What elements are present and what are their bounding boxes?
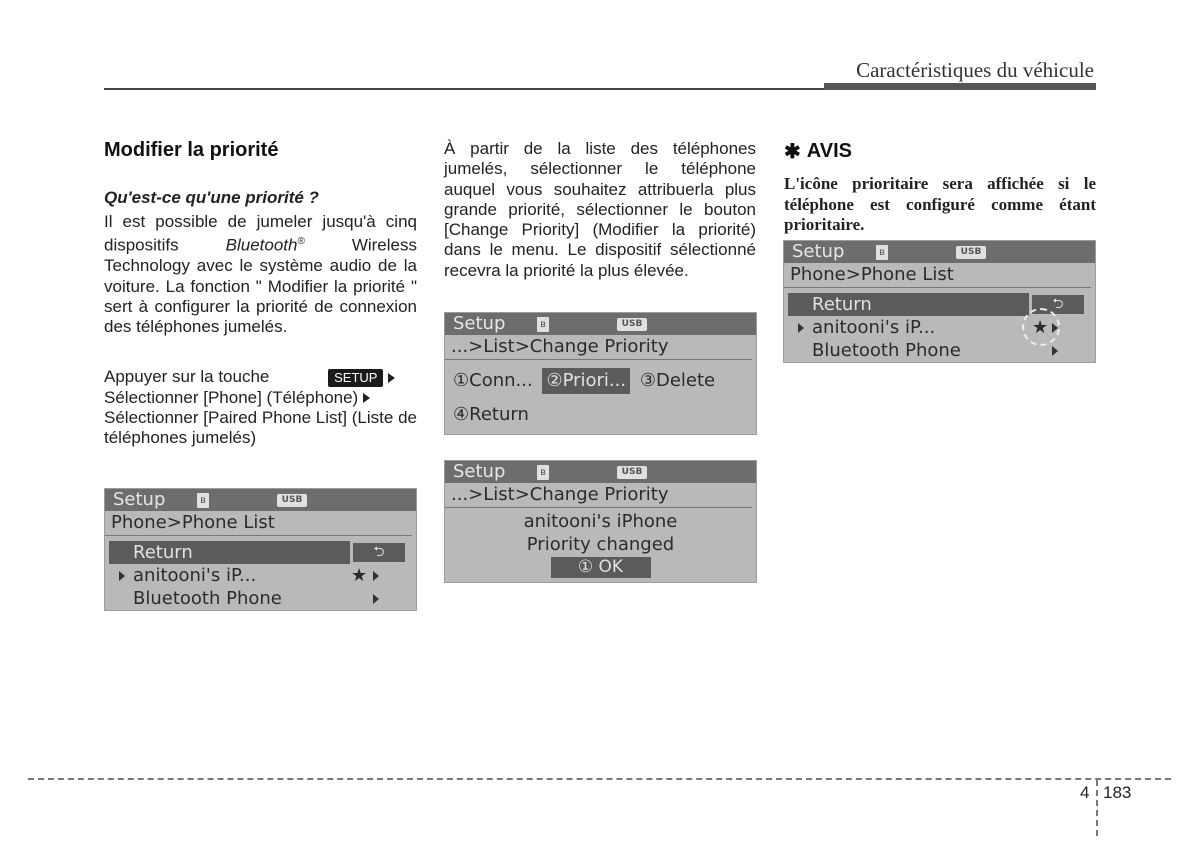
bluetooth-phone-label: Bluetooth Phone [812, 340, 961, 361]
return-icon: ⮌ [353, 543, 405, 562]
ok-row [445, 557, 756, 578]
screen-topbar [105, 489, 416, 511]
option-priority[interactable]: ②Priori... [542, 368, 630, 394]
bluetooth-icon: ʙ [537, 465, 549, 480]
arrow-right-icon [119, 571, 125, 581]
bluetooth-brand: Bluetooth [225, 235, 298, 255]
option-return[interactable]: ④Return [453, 404, 529, 425]
screen-phone-list-priority [783, 240, 1096, 363]
row-phone[interactable] [105, 564, 416, 587]
bluetooth-icon: ʙ [876, 245, 888, 260]
intro-text-a: Il est possible de jumeler jusqu'à cinq dispositifs [104, 212, 417, 255]
arrow-right-icon [1052, 346, 1058, 356]
column-middle [444, 139, 756, 281]
step-select-phone: Sélectionner [Phone] (Téléphone) [104, 387, 359, 407]
ok-button[interactable]: ① OK [551, 557, 651, 578]
notice-heading [784, 139, 1096, 164]
header-rule-thick [824, 83, 1096, 90]
notice-text: L'icône prioritaire sera affichée si le téléphone est configuré comme étant prioritaire. [784, 174, 1096, 234]
paragraph-intro [104, 212, 417, 337]
step-press-key: Appuyer sur la touche [104, 367, 270, 387]
section-title: Modifier la priorité [104, 139, 279, 161]
star-icon: ★ [351, 565, 368, 586]
options-row-2 [445, 402, 756, 428]
usb-icon: USB [617, 318, 647, 331]
row-bluetooth-phone[interactable] [784, 339, 1095, 362]
usb-icon: USB [617, 466, 647, 479]
notice-title: AVIS [806, 140, 852, 162]
screen-title: Setup [453, 461, 506, 482]
running-header-title: Caractéristiques du véhicule [856, 58, 1094, 82]
phone-name: anitooni's iP... [812, 317, 936, 338]
screen-priority-changed [444, 460, 757, 583]
screen-title: Setup [792, 241, 845, 262]
screen-path: ...>List>Change Priority [445, 483, 752, 508]
screen-title: Setup [113, 489, 166, 510]
usb-icon: USB [277, 494, 307, 507]
option-delete[interactable]: ③Delete [639, 370, 716, 391]
return-icon: ⮌ [1032, 295, 1084, 314]
registered-mark: ® [297, 236, 305, 248]
page-number: 183 [1103, 783, 1132, 802]
screen-path: ...>List>Change Priority [445, 335, 752, 360]
paragraph-change-priority: À partir de la liste des téléphones jumelés, sélectionner le téléphone auquel vous souhaitez attribuerla plus grande priorité, sélectionner le bouton [Change Priority] (Modifier la priorité) dans le menu. Le dispositif sélectionné recevra la priorité la plus élevée. [444, 139, 756, 280]
screen-title: Setup [453, 313, 506, 334]
option-connect[interactable]: ①Conn... [453, 370, 533, 391]
subtitle-question: Qu'est-ce qu'une priorité ? [104, 188, 319, 207]
column-left [104, 139, 417, 449]
bluetooth-icon: ʙ [537, 317, 549, 332]
phone-name: anitooni's iP... [133, 565, 257, 586]
intro-text-b: Wireless Technology avec le système audio de la voiture. La fonction " Modifier la priorité " sert à configurer la priorité de connexion des téléphones jumelés. [104, 235, 417, 337]
screen-topbar [784, 241, 1095, 263]
footer-dashed-rule [28, 778, 1171, 780]
setup-key-badge: SETUP [328, 369, 383, 387]
bluetooth-icon: ʙ [197, 493, 209, 508]
options-row [445, 368, 756, 394]
return-label: Return [109, 541, 350, 564]
chapter-number: 4 [1080, 783, 1090, 802]
row-return[interactable] [105, 541, 416, 564]
footer-dashed-divider [1096, 780, 1098, 836]
paragraph-steps [104, 367, 417, 448]
row-phone[interactable] [784, 316, 1095, 339]
arrow-right-icon [363, 393, 370, 403]
phone-name-line: anitooni's iPhone [523, 511, 678, 532]
step-select-list: Sélectionner [Paired Phone List] (Liste de téléphones jumelés) [104, 408, 417, 448]
priority-changed-line: Priority changed [526, 534, 675, 555]
screen-path: Phone>Phone List [784, 263, 1091, 288]
screen-path: Phone>Phone List [105, 511, 412, 536]
arrow-right-icon [373, 594, 379, 604]
arrow-right-icon [1052, 323, 1058, 333]
usb-icon: USB [956, 246, 986, 259]
star-icon: ★ [1032, 317, 1049, 338]
column-right [784, 139, 1096, 236]
screen-topbar [445, 461, 756, 483]
screen-phone-list [104, 488, 417, 611]
arrow-right-icon [373, 571, 379, 581]
screen-change-priority-menu [444, 312, 757, 435]
arrow-right-icon [798, 323, 804, 333]
screen-topbar [445, 313, 756, 335]
asterisk-icon: ✱ [784, 141, 801, 163]
row-bluetooth-phone[interactable] [105, 587, 416, 610]
arrow-right-icon [388, 373, 395, 383]
return-label: Return [788, 293, 1029, 316]
bluetooth-phone-label: Bluetooth Phone [133, 588, 282, 609]
